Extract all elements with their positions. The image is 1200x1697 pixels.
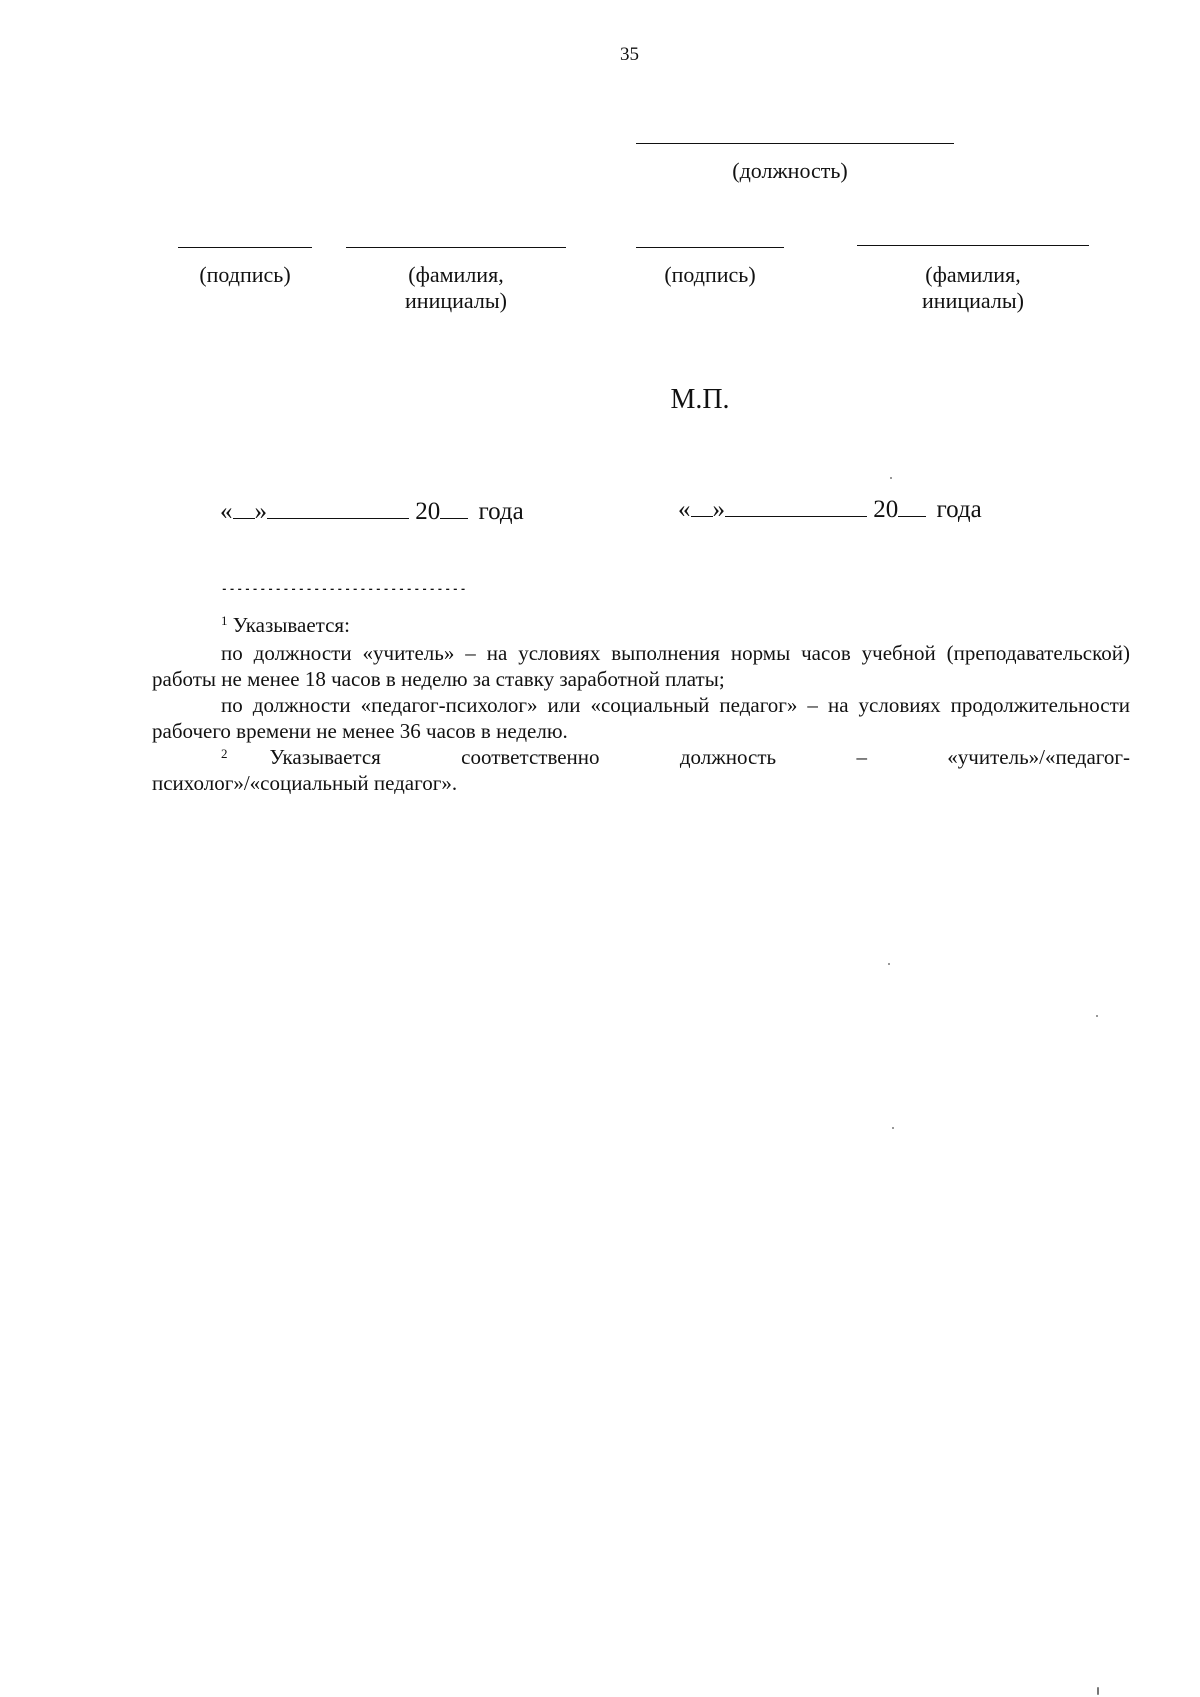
right-date-close-quote: » — [712, 496, 725, 523]
left-signature-caption: (подпись) — [199, 262, 291, 287]
scan-speck — [1097, 1687, 1099, 1695]
footnote-2-start — [152, 744, 381, 773]
right-name-caption-line1: (фамилия, — [925, 262, 1021, 287]
right-signature-caption: (подпись) — [664, 262, 756, 287]
scan-speck — [888, 963, 890, 965]
left-name-line — [346, 247, 566, 248]
page-number: 35 — [620, 44, 639, 65]
footnote-2-line-1 — [152, 744, 1130, 773]
footnote-1-paragraph-2: по должности «педагог-психолог» или «социальный педагог» – на условиях продолжительности рабочего времени не менее 36 часов в неделю. — [152, 693, 1130, 743]
right-name-line — [857, 245, 1089, 246]
footnote-1-marker: 1 — [221, 613, 228, 628]
left-year-suffix: года — [478, 498, 524, 525]
scan-speck — [892, 1127, 894, 1129]
left-day-blank — [233, 496, 255, 519]
footnote-2-word-5: «учитель»/«педагог- — [947, 745, 1130, 769]
left-name-caption — [376, 262, 536, 314]
scan-speck — [890, 477, 892, 479]
footnote-2-marker: 2 — [221, 746, 228, 761]
left-year-prefix: 20 — [415, 498, 441, 525]
left-date-close-quote: » — [254, 498, 267, 525]
right-date-field — [678, 494, 982, 525]
position-caption: (должность) — [732, 158, 848, 183]
footnote-1-paragraph-1: по должности «учитель» – на условиях выполнения нормы часов учебной (преподавательской) работы не менее 18 часов в неделю за ставку заработной платы; — [152, 641, 1130, 691]
left-name-caption-line1: (фамилия, — [408, 262, 504, 287]
seal-mark: М.П. — [670, 384, 730, 415]
left-name-caption-line2: инициалы) — [405, 288, 507, 313]
right-year-blank — [898, 494, 926, 517]
right-name-caption-line2: инициалы) — [922, 288, 1024, 313]
position-line — [636, 143, 954, 144]
scan-speck — [1096, 1015, 1098, 1017]
left-month-blank — [267, 496, 409, 519]
footnote-2-word-2: соответственно — [461, 745, 600, 769]
right-name-caption — [893, 262, 1053, 314]
right-year-suffix: года — [936, 496, 982, 523]
footnote-1-heading — [221, 612, 350, 638]
right-signature-line — [636, 247, 784, 248]
right-year-prefix: 20 — [873, 496, 899, 523]
footnote-separator: -------------------------------- — [221, 584, 468, 596]
left-year-blank — [440, 496, 468, 519]
right-month-blank — [725, 494, 867, 517]
footnote-2-word-1: Указывается — [269, 745, 381, 769]
footnote-1-title: Указывается: — [232, 613, 350, 637]
right-date-open-quote: « — [678, 496, 691, 523]
left-date-field — [220, 496, 524, 527]
left-signature-line — [178, 247, 312, 248]
footnote-2-line-2: психолог»/«социальный педагог». — [152, 771, 458, 795]
right-day-blank — [691, 494, 713, 517]
footnote-2-word-3: должность — [679, 745, 777, 769]
footnote-2-word-4: – — [856, 745, 867, 769]
left-date-open-quote: « — [220, 498, 233, 525]
